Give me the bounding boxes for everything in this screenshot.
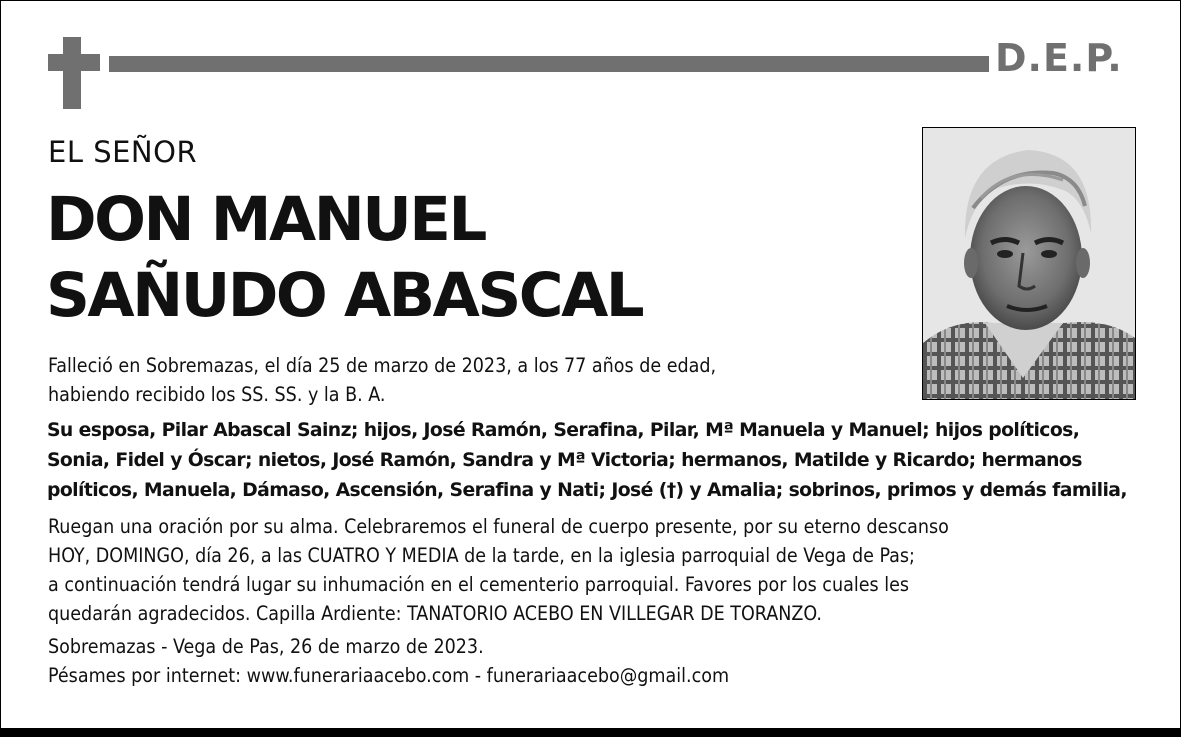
- family-line: Su esposa, Pilar Abascal Sainz; hijos, José Ramón, Serafina, Pilar, Mª Manuela y Manuel; hijos políticos,: [47, 420, 1080, 441]
- honorific-prefix: EL SEÑOR: [48, 135, 198, 169]
- cross-icon: [48, 37, 100, 109]
- deceased-name-line2: SAÑUDO ABASCAL: [46, 260, 643, 331]
- deceased-name-line1: DON MANUEL: [46, 184, 485, 255]
- bottom-border: [0, 728, 1181, 737]
- condolences-line: Pésames por internet: www.funerariaacebo.com - funerariaacebo@gmail.com: [48, 664, 730, 687]
- funeral-line: a continuación tendrá lugar su inhumación en el cementerio parroquial. Favores por los cuales les: [48, 573, 910, 596]
- funeral-details: [48, 512, 949, 628]
- footer: [48, 632, 729, 690]
- funeral-line: Ruegan una oración por su alma. Celebraremos el funeral de cuerpo presente, por su eterno descanso: [48, 515, 949, 538]
- header-rule: [109, 56, 989, 72]
- dep-label: D.E.P.: [995, 36, 1123, 80]
- death-notice-line: Falleció en Sobremazas, el día 25 de marzo de 2023, a los 77 años de edad,: [48, 354, 717, 377]
- family-line: políticos, Manuela, Dámaso, Ascensión, Serafina y Nati; José (†) y Amalia; sobrinos, primos y demás familia,: [47, 480, 1127, 501]
- funeral-line: quedarán agradecidos. Capilla Ardiente: TANATORIO ACEBO EN VILLEGAR DE TORANZO.: [48, 602, 822, 625]
- family-list: [47, 416, 1127, 506]
- family-line: Sonia, Fidel y Óscar; nietos, José Ramón, Sandra y Mª Victoria; hermanos, Matilde y Ricardo; hermanos: [47, 450, 1082, 471]
- portrait-photo: [922, 127, 1136, 400]
- death-notice-line: habiendo recibido los SS. SS. y la B. A.: [48, 383, 386, 406]
- funeral-line: HOY, DOMINGO, día 26, a las CUATRO Y MEDIA de la tarde, en la iglesia parroquial de Vega de Pas;: [48, 544, 915, 567]
- place-date: Sobremazas - Vega de Pas, 26 de marzo de 2023.: [48, 635, 484, 658]
- death-notice: [48, 351, 716, 409]
